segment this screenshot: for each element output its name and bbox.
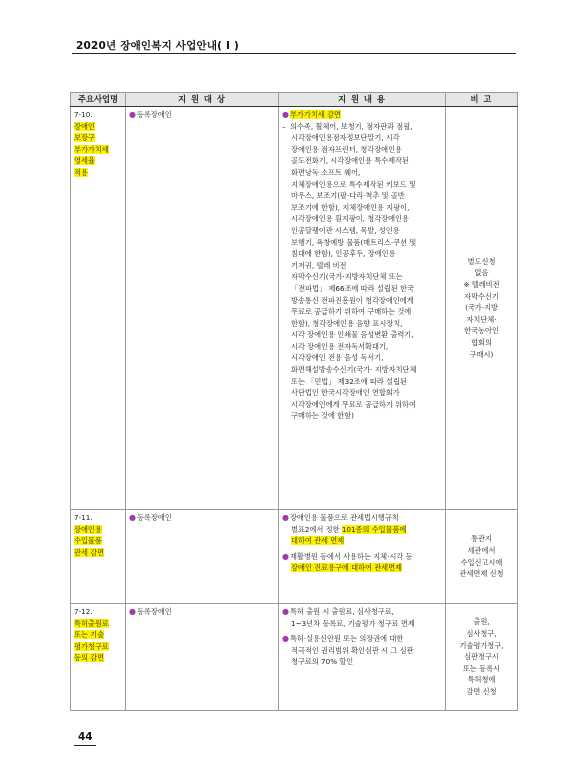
content-cell bbox=[279, 604, 446, 711]
table-header-row bbox=[71, 93, 518, 107]
target-cell bbox=[126, 107, 279, 510]
column-header-remarks: 비 고 bbox=[446, 93, 518, 107]
remark-line: 기술평가청구, bbox=[459, 640, 504, 650]
remark-line: 협회의 bbox=[471, 337, 492, 347]
remark-line: (국가·지방 bbox=[465, 303, 498, 313]
remark-cell bbox=[446, 107, 518, 510]
content-cell bbox=[279, 107, 446, 510]
dash-marker: – bbox=[282, 121, 286, 131]
remark-line: 한국농아인 bbox=[464, 326, 499, 336]
bullet-icon: ● bbox=[282, 551, 289, 561]
content-dash-line: 방송통신 전파진흥원이 청각장애인에게 bbox=[291, 295, 414, 305]
program-number: 7-10. bbox=[74, 110, 93, 119]
content-dash-line: 골도전화기, 시각장애인용 특수제작된 bbox=[291, 156, 409, 166]
content-dash-list bbox=[282, 121, 442, 422]
document-header-title: 2020년 장애인복지 사업안내( I ) bbox=[76, 40, 239, 52]
bullet-icon: ● bbox=[129, 513, 136, 522]
content-dash-line: 시각장애인용 흰지팡이, 청각장애인용 bbox=[291, 214, 409, 224]
remark-line: 감면 신청 bbox=[466, 686, 497, 696]
content-dash-line: 무료로 공급하기 위하여 구매하는 것에 bbox=[291, 307, 412, 317]
bullet-icon: ● bbox=[129, 607, 136, 616]
content-highlight: 대하여 관세 면제 bbox=[291, 536, 345, 546]
table-row bbox=[71, 510, 518, 604]
page-number-rule bbox=[74, 745, 96, 746]
content-heading: 부가가치세 감면 bbox=[289, 110, 341, 119]
program-name-line: 장애인용 bbox=[74, 524, 102, 534]
remark-line: 자치단체· bbox=[466, 314, 497, 324]
content-dash-line: 시각장애인에게 무료로 공급하기 위하여 bbox=[291, 399, 416, 409]
content-dash-line: 장애인용 점자프린터, 청각장애인용 bbox=[291, 144, 403, 154]
program-name-line: 수입물품 bbox=[74, 536, 102, 546]
table-row bbox=[71, 604, 518, 711]
content-dash-line: 기저귀, 텔레 비전 bbox=[291, 260, 347, 270]
content-dash-line: 자막수신기(국가·지방자치단체 또는 bbox=[291, 272, 403, 282]
remark-line: 출원, bbox=[473, 617, 490, 627]
content-highlight: 101종의 수입물품에 bbox=[341, 524, 407, 534]
program-name-line: 등의 감면 bbox=[74, 653, 105, 663]
program-number: 7-12. bbox=[74, 607, 93, 616]
content-dash-line: 「전파법」 제66조에 따라 설립된 한국 bbox=[291, 283, 414, 293]
content-dash-text: 의수족, 휠체어, 보청기, 점자판과 점필, bbox=[290, 121, 413, 131]
content-dash-line: 시각장애인용점자정보단말기, 시각 bbox=[291, 133, 400, 143]
program-name-line: 적용 bbox=[74, 167, 88, 177]
remark-line: 심판청구시 bbox=[464, 652, 499, 662]
bullet-icon: ● bbox=[282, 110, 289, 119]
content-cell bbox=[279, 510, 446, 604]
content-dash-line: 화면낭독 소프트 웨어, bbox=[291, 167, 361, 177]
program-name-cell bbox=[71, 604, 126, 711]
bullet-icon: ● bbox=[282, 607, 289, 616]
content-text: 1~3년차 등록료, 기술평가 청구료 면제 bbox=[291, 618, 415, 628]
content-text: 특허·실용신안원 또는 의장권에 대한 bbox=[289, 634, 404, 644]
target-text: 등록장애인 bbox=[136, 607, 172, 616]
content-dash-line: 구매하는 것에 한함) bbox=[291, 411, 354, 421]
program-name-line: 평가청구료 bbox=[74, 641, 109, 651]
program-name-cell bbox=[71, 107, 126, 510]
remark-lines bbox=[448, 256, 515, 360]
content-dash-line: 보행기, 욕창예방 물품(매트리스·쿠션 및 bbox=[291, 237, 417, 247]
remark-line: 통관지 bbox=[471, 534, 492, 544]
remark-line: 심사청구, bbox=[466, 629, 497, 639]
content-dash-line: 또는 「민법」 제32조에 따라 설립된 bbox=[291, 376, 407, 386]
remark-line: 관세면제 신청 bbox=[459, 569, 504, 579]
content-dash-line: 시각 장애인용 전자독서확대기, bbox=[291, 341, 389, 351]
remark-line: 또는 등록시 bbox=[462, 663, 500, 673]
bullet-icon: ● bbox=[129, 110, 136, 119]
target-cell bbox=[126, 510, 279, 604]
content-text: 적극적인 권리범위 확인심판 시 그 심판 bbox=[291, 645, 414, 655]
remark-line: 없음 bbox=[474, 268, 489, 278]
column-header-target: 지 원 대 상 bbox=[126, 93, 279, 107]
support-program-table bbox=[70, 92, 518, 711]
content-dash-line: 지체장애인용으로 특수제작된 키보드 및 bbox=[291, 179, 416, 189]
program-name-line: 영세율 bbox=[74, 156, 95, 166]
target-text: 등록장애인 bbox=[136, 110, 172, 119]
program-name-line: 부가가치세 bbox=[74, 144, 109, 154]
content-dash-line: 마우스, 보조기(팔·다리·척추 및 골반 bbox=[291, 191, 405, 201]
program-name-cell bbox=[71, 510, 126, 604]
content-dash-line: 화면해설방송수신기(국가· 지방자치단체 bbox=[291, 365, 417, 375]
page-number: 44 bbox=[78, 731, 93, 743]
program-name-line: 장애인 bbox=[74, 121, 95, 131]
remark-line: 세관에서 bbox=[467, 545, 496, 555]
content-text: 장애인용 물품으로 관세법시행규칙 bbox=[289, 513, 399, 522]
program-number: 7-11. bbox=[74, 513, 93, 522]
remark-line: 수입신고시에 bbox=[460, 557, 503, 567]
program-name-line: 특허출원료 bbox=[74, 618, 109, 628]
content-text: 특허 출원 시 출원료, 심사청구료, bbox=[289, 607, 394, 616]
content-text: 청구료의 70% 할인 bbox=[291, 657, 354, 667]
remark-line: 구매시) bbox=[469, 349, 494, 359]
bullet-icon: ● bbox=[282, 634, 289, 644]
remark-cell bbox=[446, 510, 518, 604]
target-text: 등록장애인 bbox=[136, 513, 172, 522]
content-dash-line: 사단법인 한국시각장애인 연합회가 bbox=[291, 388, 400, 398]
target-cell bbox=[126, 604, 279, 711]
program-name-line: 관세 감면 bbox=[74, 547, 105, 557]
program-name-line: 보장구 bbox=[74, 133, 95, 143]
bullet-icon: ● bbox=[282, 513, 289, 522]
content-dash-line: 한함), 청각장애인용 음향 표시장치, bbox=[291, 318, 403, 328]
column-header-program: 주요사업명 bbox=[71, 93, 126, 107]
table-row bbox=[71, 107, 518, 510]
content-text: 재활병원 등에서 사용하는 지체·시각 등 bbox=[289, 551, 413, 561]
remark-line: ※ 텔레비전 bbox=[463, 280, 500, 290]
content-highlight: 장애인 진료용구에 대하여 관세면제 bbox=[291, 563, 403, 573]
remark-line: 자막수신기 bbox=[464, 291, 499, 301]
remark-lines bbox=[448, 616, 515, 697]
remark-line: 별도신청 bbox=[467, 256, 496, 266]
content-dash-line: 보조기에 한함), 지체장애인용 지팡이, bbox=[291, 202, 410, 212]
content-dash-line: 인공달팽이관 시스템, 목발, 성인용 bbox=[291, 225, 400, 235]
content-dash-line: 침대에 한함), 인공후두, 장애인용 bbox=[291, 249, 396, 259]
content-dash-line bbox=[282, 121, 442, 133]
remark-cell bbox=[446, 604, 518, 711]
remark-lines bbox=[448, 533, 515, 579]
remark-line: 특허청에 bbox=[467, 675, 496, 685]
column-header-content: 지 원 내 용 bbox=[279, 93, 446, 107]
program-name-line: 또는 기술 bbox=[74, 630, 105, 640]
content-text: 별표2에서 정한 bbox=[291, 524, 342, 534]
content-dash-line: 시각 장애인용 인쇄물 음성변환 출력기, bbox=[291, 330, 414, 340]
header-rule bbox=[72, 53, 516, 54]
content-dash-line: 시각장애인 전용 음성 독서기, bbox=[291, 353, 384, 363]
